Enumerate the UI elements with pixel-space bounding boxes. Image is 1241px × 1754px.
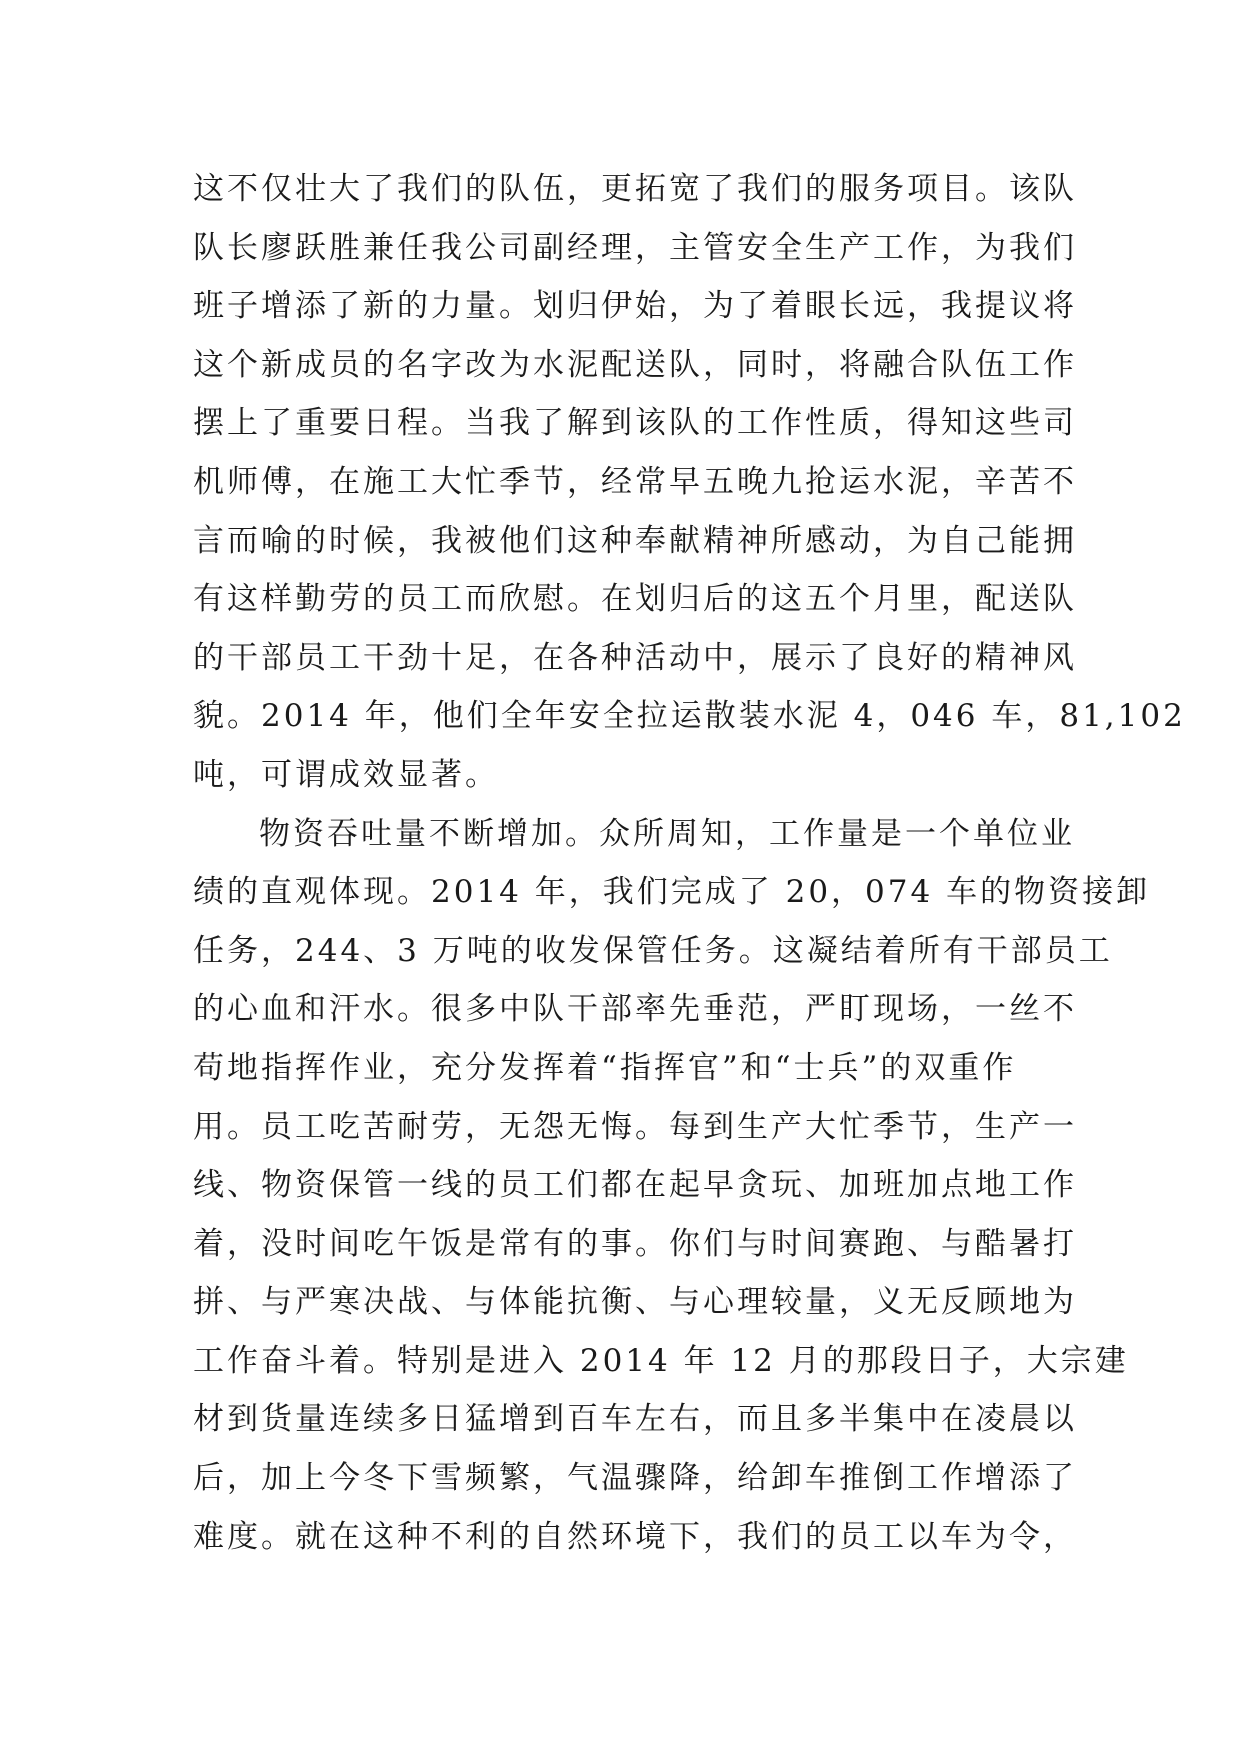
text-line: 班子增添了新的力量。划归伊始，为了着眼长远，我提议将 [193,288,1077,325]
text-line: 着，没时间吃午饭是常有的事。你们与时间赛跑、与酷暑打 [193,1225,1077,1262]
text-line: 工作奋斗着。特别是进入 2014 年 12 月的那段日子，大宗建 [193,1342,1129,1379]
text-line: 言而喻的时候，我被他们这种奉献精神所感动，为自己能拥 [193,522,1077,559]
text-line: 队长廖跃胜兼任我公司副经理，主管安全生产工作，为我们 [193,229,1077,266]
text-line: 绩的直观体现。2014 年，我们完成了 20，074 车的物资接卸 [193,874,1151,911]
text-line: 摆上了重要日程。当我了解到该队的工作性质，得知这些司 [193,405,1077,442]
paragraph-start-line: 物资吞吐量不断增加。众所周知，工作量是一个单位业 [259,815,1075,852]
text-line: 有这样勤劳的员工而欣慰。在划归后的这五个月里，配送队 [193,581,1077,618]
text-line: 吨，可谓成效显著。 [193,756,499,793]
text-line: 线、物资保管一线的员工们都在起早贪玩、加班加点地工作 [193,1167,1077,1204]
text-line: 苟地指挥作业，充分发挥着“指挥官”和“士兵”的双重作 [193,1049,1017,1086]
text-line: 任务，244、3 万吨的收发保管任务。这凝结着所有干部员工 [193,932,1113,969]
text-line: 难度。就在这种不利的自然环境下，我们的员工以车为令， [193,1518,1077,1555]
body-text [193,160,1186,1566]
text-line: 拼、与严寒决战、与体能抗衡、与心理较量，义无反顾地为 [193,1284,1077,1321]
text-line: 的心血和汗水。很多中队干部率先垂范，严盯现场，一丝不 [193,991,1077,1028]
text-line: 这个新成员的名字改为水泥配送队，同时，将融合队伍工作 [193,346,1077,383]
text-line: 貌。2014 年，他们全年安全拉运散装水泥 4，046 车，81,102 [193,698,1186,735]
text-line: 的干部员工干劲十足，在各种活动中，展示了良好的精神风 [193,639,1077,676]
text-line: 机师傅，在施工大忙季节，经常早五晚九抢运水泥，辛苦不 [193,463,1077,500]
text-line: 材到货量连续多日猛增到百车左右，而且多半集中在凌晨以 [193,1401,1077,1438]
text-line: 这不仅壮大了我们的队伍，更拓宽了我们的服务项目。该队 [193,171,1077,207]
text-line: 用。员工吃苦耐劳，无怨无悔。每到生产大忙季节，生产一 [193,1108,1077,1145]
text-line: 后，加上今冬下雪频繁，气温骤降，给卸车推倒工作增添了 [193,1460,1077,1497]
